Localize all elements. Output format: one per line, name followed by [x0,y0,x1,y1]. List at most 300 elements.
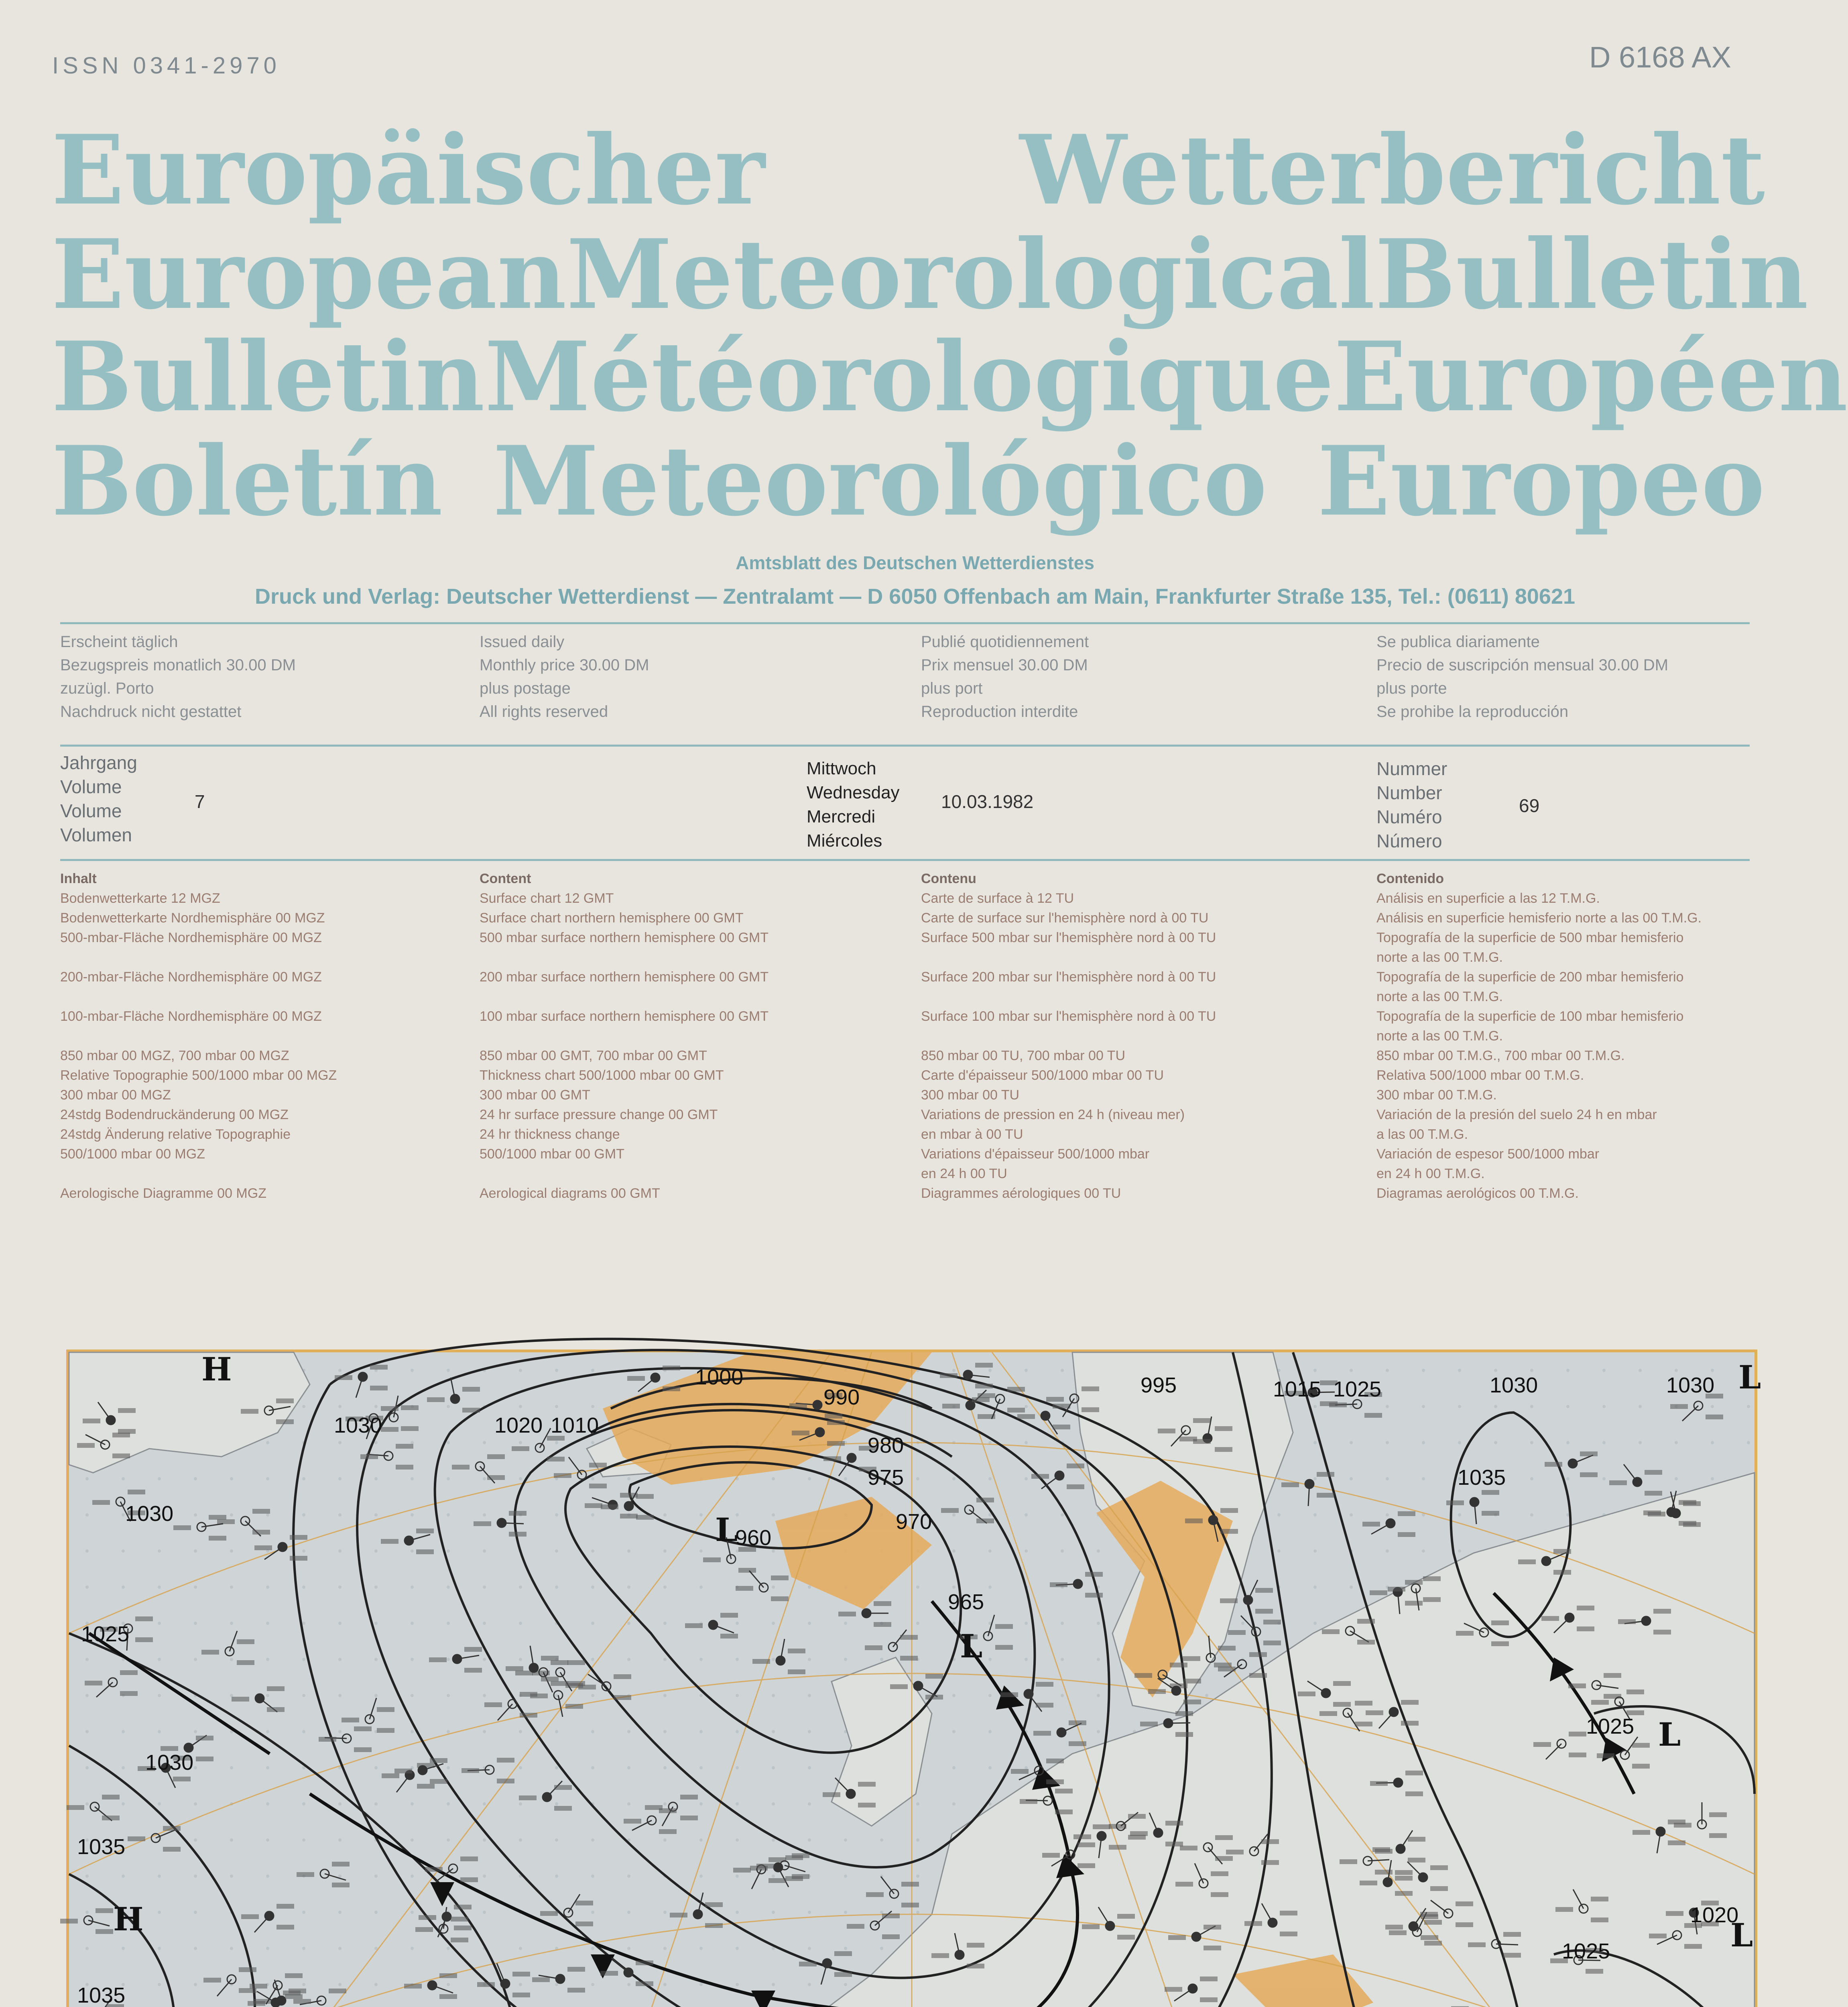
isobar-label: 1020 [494,1413,543,1437]
station-reading-mark [1355,1701,1372,1706]
station-reading-mark [636,1960,653,1965]
station-reading-mark [1684,1944,1702,1949]
isobar-label: 1035 [1458,1466,1506,1490]
station-reading-mark [474,1521,491,1526]
station-reading-mark [283,1991,301,1995]
station-reading-mark [575,1901,593,1905]
title-english [51,219,1809,331]
station-reading-mark [940,1373,958,1378]
station-reading-mark [1653,1630,1671,1635]
station-reading-mark [1553,1570,1571,1575]
contents-item [921,948,1216,967]
station-reading-mark [1128,1814,1146,1819]
station-reading-mark [1228,1630,1246,1635]
station-reading-mark [464,1647,482,1652]
station-reading-mark [370,1386,388,1390]
station-reading-mark [1183,1656,1200,1661]
station-reading-mark [975,1384,993,1388]
station-reading-mark [1168,1935,1186,1940]
subscription-line: zuzügl. Porto [60,680,154,697]
station-reading-mark [1215,1447,1232,1452]
station-reading-mark [705,1902,723,1907]
divider [60,859,1750,861]
station-reading-mark [276,1419,294,1424]
station-reading-mark [541,1677,559,1681]
station-reading-mark [239,1988,256,1993]
station-reading-mark [823,1792,840,1797]
station-reading-mark [600,1971,618,1976]
station-reading-mark [827,1420,845,1425]
issue-block [60,751,1750,855]
station-reading-mark [1423,1597,1441,1602]
contents-item: 200 mbar surface northern hemisphere 00 GMT [480,969,769,985]
station-reading-mark [382,1773,399,1778]
weekday: Wednesday [807,783,900,802]
station-reading-mark [659,1808,677,1813]
station-reading-mark [792,1853,809,1858]
station-reading-mark [1420,1912,1438,1917]
isobar-label: 970 [896,1510,932,1534]
contents-item: Carte d'épaisseur 500/1000 mbar 00 TU [921,1068,1164,1083]
station-reading-mark [267,1686,285,1691]
station-reading-mark [540,1911,558,1916]
publication-code: D 6168 AX [1589,41,1731,74]
station-reading-mark [401,1405,419,1410]
station-reading-mark [102,1795,120,1799]
station-reading-mark [118,1408,136,1413]
station-reading-mark [396,1465,413,1470]
station-reading-mark [659,1829,677,1834]
contents-item: 300 mbar 00 TU [921,1087,1020,1103]
station-reading-mark [196,1736,213,1740]
station-reading-mark [370,1365,388,1370]
station-reading-mark [1031,1474,1049,1479]
contents-english [480,869,768,1203]
contents-item: norte a las 00 T.M.G. [1376,1028,1503,1044]
station-reading-mark [1633,1830,1650,1835]
station-reading-mark [454,1926,472,1930]
isobar-label: 1035 [77,1983,126,2007]
station-reading-mark [1430,1865,1448,1870]
subscription-line: Publié quotidiennement [921,633,1089,651]
station-reading-mark [1140,1722,1158,1726]
volume-labels [60,751,137,847]
station-reading-mark [589,1463,607,1468]
station-reading-mark [319,1737,336,1742]
station-reading-mark [451,1917,468,1922]
contents-item: 100 mbar surface northern hemisphere 00 GMT [480,1009,769,1024]
isobar-label: 1015 [1273,1377,1321,1401]
station-reading-mark [554,1473,571,1478]
station-reading-mark [416,1529,434,1533]
station-reading-mark [1050,1582,1067,1587]
station-reading-mark [1586,1969,1603,1974]
station-reading-mark [460,1856,478,1861]
station-reading-mark [416,1549,434,1554]
station-reading-mark [1395,1876,1413,1881]
contents-item [60,1026,337,1046]
station-reading-mark [1370,1781,1388,1786]
isobar-label: 1030 [145,1751,194,1775]
station-reading-mark [512,1993,530,1997]
station-reading-mark [460,1877,478,1882]
contents-item: Relativa 500/1000 mbar 00 T.M.G. [1376,1068,1584,1083]
station-reading-mark [1263,1620,1281,1624]
station-reading-mark [1007,1387,1025,1392]
station-reading-mark [738,1568,756,1573]
contents-item: Surface 500 mbar sur l'hemisphère nord à 00 TU [921,930,1216,945]
isobar-label: 1025 [1333,1377,1382,1401]
station-reading-mark [520,1713,537,1718]
station-reading-mark [509,1511,527,1516]
contents-item: 200-mbar-Fläche Nordhemisphäre 00 MGZ [60,969,322,985]
station-reading-mark [834,1972,852,1977]
station-reading-mark [901,1882,919,1887]
station-reading-mark [636,1494,654,1499]
contents-item [60,948,337,967]
official-gazette-line: Amtsblatt des Deutschen Wetterdienstes [736,552,1094,573]
station-reading-mark [506,1666,523,1671]
subscription-line: Precio de suscripción mensual 30.00 DM [1376,656,1669,674]
station-reading-mark [1405,1791,1423,1796]
station-reading-mark [585,1503,602,1508]
station-reading-mark [670,1913,687,1917]
station-reading-mark [1204,1925,1221,1930]
contents-item: en mbar à 00 TU [921,1127,1023,1142]
station-reading-mark [1036,1682,1053,1687]
contents-item: 500/1000 mbar 00 GMT [480,1146,624,1162]
station-reading-mark [1046,1759,1064,1763]
station-reading-mark [297,1872,314,1877]
station-reading-mark [866,1892,884,1897]
station-reading-mark [1211,1892,1228,1897]
isobar-label: 1000 [695,1365,744,1389]
station-reading-mark [128,1490,145,1494]
subscription-line: Se publica diariamente [1376,633,1540,651]
station-reading-mark [381,1427,398,1432]
station-reading-mark [1220,1529,1238,1534]
station-reading-mark [404,1984,422,1989]
station-reading-mark [1395,1870,1413,1875]
station-reading-mark [1388,1587,1405,1592]
station-reading-mark [1249,1673,1267,1678]
station-reading-mark [874,1622,891,1627]
station-reading-mark [252,1509,270,1514]
subscription-line: Erscheint täglich [60,633,178,651]
station-reading-mark [1424,1941,1442,1946]
station-reading-mark [335,1375,352,1380]
station-reading-mark [705,1923,723,1928]
station-reading-mark [1430,1886,1448,1891]
station-reading-mark [1456,1901,1473,1906]
subscription-german [60,630,296,723]
station-reading-mark [1036,1703,1053,1708]
station-reading-mark [1280,1911,1297,1915]
station-reading-mark [1085,1593,1103,1598]
subscription-line: Reproduction interdite [921,703,1078,721]
isobar-label: 980 [868,1433,904,1457]
station-reading-mark [1545,1462,1562,1467]
high-center: H [201,1350,232,1388]
contents-german [60,869,337,1203]
station-reading-mark [1468,1942,1486,1947]
station-reading-mark [736,1586,753,1591]
station-reading-mark [239,1967,256,1972]
station-reading-mark [1491,1641,1509,1646]
station-reading-mark [1053,1404,1070,1409]
subscription-spanish [1376,630,1668,723]
title-german [51,114,1765,226]
station-reading-mark [1055,1810,1073,1814]
contents-item: norte a las 00 T.M.G. [1376,950,1503,965]
station-reading-mark [237,1660,254,1665]
station-reading-mark [1679,1521,1696,1526]
station-reading-mark [554,1806,572,1811]
station-reading-mark [120,1670,138,1675]
weekday: Miércoles [807,831,882,851]
station-reading-mark [381,1539,398,1544]
station-reading-mark [1333,1702,1351,1707]
station-reading-mark [1424,1920,1442,1925]
station-reading-mark [1218,1646,1236,1651]
station-reading-mark [1604,1673,1621,1678]
volume-label: Jahrgang [60,752,137,773]
volume-label: Volume [60,800,122,821]
contents-item: Diagrammes aérologiques 00 TU [921,1186,1121,1201]
station-reading-mark [1541,1616,1559,1621]
subscription-line: plus porte [1376,680,1447,697]
station-reading-mark [462,1387,480,1392]
station-reading-mark [461,1768,479,1773]
station-reading-mark [972,1397,990,1402]
contents-item: 300 mbar 00 T.M.G. [1376,1087,1497,1103]
station-reading-mark [497,1779,514,1783]
subscription-line: plus postage [480,680,571,697]
contents-item: 850 mbar 00 GMT, 700 mbar 00 GMT [480,1048,707,1063]
station-reading-mark [1408,1858,1425,1862]
station-reading-mark [163,1847,181,1852]
station-reading-mark [547,1457,565,1461]
station-reading-mark [1456,1922,1473,1927]
contents-item: Aerologische Diagramme 00 MGZ [60,1186,266,1201]
station-reading-mark [1011,1769,1029,1774]
contents-item: 24 hr thickness change [480,1127,620,1142]
station-reading-mark [425,1867,443,1872]
title-word: Europäischer [51,114,765,226]
station-reading-mark [1670,1404,1688,1409]
station-reading-mark [1395,1891,1413,1896]
station-reading-mark [1244,1921,1262,1926]
station-reading-mark [520,1692,537,1697]
station-reading-mark [1046,1397,1064,1402]
station-reading-mark [1042,1853,1060,1858]
contents-item: 100-mbar-Fläche Nordhemisphäre 00 MGZ [60,1009,322,1024]
station-reading-mark [551,1660,568,1665]
station-reading-mark [1580,1472,1598,1477]
station-reading-mark [882,1934,900,1939]
station-reading-mark [1482,1511,1499,1516]
station-reading-mark [1200,1997,1218,2002]
station-reading-mark [823,1456,841,1461]
station-reading-mark [417,1784,435,1789]
contents-item: Relative Topographie 500/1000 mbar 00 MGZ [60,1068,337,1083]
number-label: Nummer [1376,758,1447,779]
station-reading-mark [636,1515,654,1520]
contents-item: en 24 h 00 TU [921,1166,1007,1181]
station-reading-mark [1165,1821,1183,1826]
title-word: Wetterbericht [1019,114,1765,226]
station-reading-mark [1148,1689,1166,1694]
contents-item: Variación de espesor 500/1000 mbar [1376,1146,1600,1162]
station-reading-mark [627,1376,645,1381]
contents-item: 500/1000 mbar 00 MGZ [60,1146,205,1162]
station-reading-mark [1073,1834,1091,1839]
station-reading-mark [720,1634,738,1639]
station-reading-mark [276,1925,294,1930]
station-reading-mark [427,1397,445,1402]
station-reading-mark [252,1530,270,1535]
station-reading-mark [429,1657,447,1662]
contents-spanish [1376,869,1702,1203]
isobar-label: 1025 [1562,1939,1610,1963]
contents-item: 24stdg Änderung relative Topographie [60,1127,291,1142]
station-reading-mark [67,1805,84,1810]
station-reading-mark [567,1660,585,1665]
station-reading-mark [241,1409,258,1414]
station-reading-mark [237,1639,254,1644]
isobar-label: 1035 [77,1835,126,1859]
station-reading-mark [1446,1500,1464,1505]
divider [60,622,1750,624]
contents-item: Topografía de la superficie de 100 mbar hemisferio [1376,1009,1684,1024]
station-reading-mark [1077,1842,1095,1847]
station-reading-mark [419,1915,436,1920]
station-reading-mark [1226,1850,1244,1854]
station-reading-mark [565,1704,583,1709]
station-reading-mark [293,1999,311,2004]
station-reading-mark [799,1962,817,1966]
contents-item [921,1026,1216,1046]
issn-number: ISSN 0341-2970 [52,53,281,79]
contents-item [480,987,768,1007]
station-reading-mark [1357,1619,1375,1624]
station-reading-mark [792,1431,809,1435]
station-reading-mark [1000,1692,1018,1697]
station-reading-mark [554,1785,572,1790]
station-reading-mark [1077,1863,1095,1868]
isobar-label: 1030 [125,1502,174,1526]
low-center: L [1658,1716,1681,1753]
low-center: L [1738,1358,1761,1396]
station-reading-mark [1193,1439,1211,1444]
title-word: European [51,219,567,331]
station-reading-mark [1456,1631,1474,1636]
station-reading-mark [487,1475,505,1480]
station-reading-mark [1317,1493,1334,1498]
contents-item [921,987,1216,1007]
contents-item: en 24 h 00 T.M.G. [1376,1166,1485,1181]
station-reading-mark [771,1575,789,1580]
station-reading-mark [1555,1907,1573,1912]
contents-item: 300 mbar 00 GMT [480,1087,590,1103]
station-reading-mark [250,1984,267,1989]
station-reading-mark [1401,1721,1419,1726]
weekday: Mittwoch [807,759,876,778]
station-reading-mark [135,1616,153,1621]
station-reading-mark [267,1707,285,1712]
contents-item: norte a las 00 T.M.G. [1376,989,1503,1004]
station-reading-mark [1085,1572,1103,1577]
station-reading-mark [575,1922,593,1926]
contents-item: Carte de surface sur l'hemisphère nord à 00 TU [921,910,1209,926]
contents-item [60,1164,337,1184]
issue-date: 10.03.1982 [941,791,1034,812]
station-reading-mark [1408,1837,1425,1842]
subscription-line: Issued daily [480,633,565,651]
station-reading-mark [756,1864,774,1869]
station-reading-mark [1503,1932,1521,1937]
station-reading-mark [1082,1386,1099,1391]
station-reading-mark [1220,1598,1238,1603]
contents-item: 850 mbar 00 TU, 700 mbar 00 TU [921,1048,1126,1063]
station-reading-mark [173,1777,191,1781]
station-reading-mark [454,1905,472,1909]
contents-item: Análisis en superficie hemisferio norte a las 00 T.M.G. [1376,910,1702,926]
title-word: Européen [1334,321,1848,433]
weather-map-svg [69,1350,1761,2007]
contents-item: Bodenwetterkarte Nordhemisphäre 00 MGZ [60,910,325,926]
station-reading-mark [900,1656,918,1661]
station-reading-mark [858,1803,876,1808]
station-reading-mark [354,1726,372,1731]
subscription-english [480,630,649,723]
station-reading-mark [1405,1601,1423,1606]
contents-heading: Content [480,871,531,886]
station-reading-mark [614,1695,631,1700]
station-reading-mark [1322,1629,1340,1634]
station-reading-mark [1007,1408,1025,1413]
subscription-line: Se prohibe la reproducción [1376,703,1569,721]
isobar-label: 1030 [1490,1373,1538,1397]
station-reading-mark [1280,1932,1297,1936]
station-reading-mark [1055,1789,1073,1793]
contents-item: Aerological diagrams 00 GMT [480,1186,660,1201]
wind-barb [502,1523,524,1524]
number-label: Number [1376,782,1442,803]
station-reading-mark [752,1659,770,1664]
station-reading-mark [1609,1480,1627,1485]
contents-item: 850 mbar 00 MGZ, 700 mbar 00 MGZ [60,1048,289,1063]
station-reading-mark [1398,1511,1415,1516]
station-reading-mark [847,1924,864,1929]
station-reading-mark [703,1557,721,1562]
station-reading-mark [1709,1833,1727,1838]
station-reading-mark [1134,1673,1152,1678]
subscription-line: Nachdruck nicht gestattet [60,703,242,721]
station-reading-mark [477,1982,495,1987]
station-reading-mark [1604,1694,1621,1699]
station-reading-mark [96,1908,113,1913]
station-reading-mark [1591,1897,1608,1901]
divider [60,745,1750,747]
station-reading-mark [858,1782,876,1787]
isobar-label: 965 [948,1590,984,1614]
station-reading-mark [620,1514,638,1518]
station-reading-mark [96,1929,113,1934]
station-reading-mark [1362,1522,1380,1527]
station-reading-mark [663,1366,680,1370]
station-reading-mark [1649,1934,1667,1938]
